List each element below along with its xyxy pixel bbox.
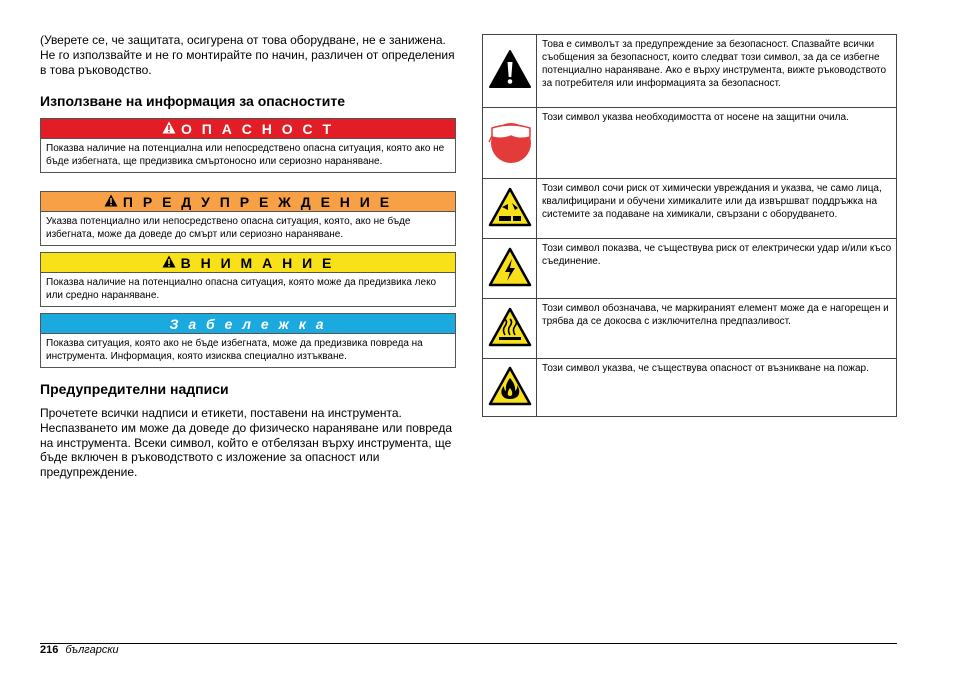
labels-paragraph: Прочетете всички надписи и етикети, поставени на инструмента. Неспазването им може да доведе до физическо нараняване или повреда на инструмента. Всеки символ, който е отбелязан върху инструмента, ще бъде включен в ръководството с изложение за опасност или предупреждение. bbox=[40, 406, 453, 480]
warning-triangle-icon bbox=[162, 121, 176, 137]
caution-label: В Н И М А Н И Е bbox=[180, 254, 335, 271]
symbol-text: Този символ указва необходимостта от носене на защитни очила. bbox=[537, 108, 897, 179]
warning-header bbox=[41, 192, 455, 212]
notice-text: Показва ситуация, която ако не бъде избегната, може да предизвика повреда на инструмента. Информация, която изисква специално изтъкване. bbox=[46, 338, 423, 362]
symbol-cell bbox=[483, 35, 537, 108]
safety-glasses-icon bbox=[487, 158, 533, 169]
intro-block bbox=[40, 33, 456, 78]
table-row bbox=[483, 299, 897, 359]
danger-box bbox=[40, 118, 456, 173]
symbol-cell bbox=[483, 239, 537, 299]
table-row bbox=[483, 239, 897, 299]
notice-box bbox=[40, 313, 456, 368]
symbol-cell bbox=[483, 179, 537, 239]
danger-header bbox=[41, 119, 455, 139]
general-warning-icon bbox=[488, 81, 532, 92]
section-heading-hazard-info: Използване на информация за опасностите bbox=[40, 93, 346, 109]
symbol-text: Този символ показва, че съществува риск от електрически удар и/или късо съединение. bbox=[537, 239, 897, 299]
table-row bbox=[483, 179, 897, 239]
notice-header bbox=[41, 314, 455, 334]
section-heading-labels: Предупредителни надписи bbox=[40, 381, 229, 397]
page-number: 216 bbox=[40, 644, 59, 656]
caution-header bbox=[41, 253, 455, 273]
caution-box bbox=[40, 252, 456, 307]
symbol-text: Този символ сочи риск от химически увреждания и указва, че само лица, квалифицирани и обучени химикалите или да извършват поддръжка на системите за подаване на химикали, свързани с оборудването. bbox=[537, 179, 897, 239]
warning-box bbox=[40, 191, 456, 246]
danger-label: О П А С Н О С Т bbox=[180, 120, 335, 137]
footer-language: български bbox=[65, 644, 119, 656]
symbol-text: Този символ обозначава, че маркираният елемент може да е нагорещен и трябва да се докосва с изключителна предпазливост. bbox=[537, 299, 897, 359]
symbol-text: Това е символът за предупреждение за безопасност. Спазвайте всички съобщения за безопасност, които следват този символ, за да се избегне потенциално нараняване. Ако е върху инструмента, вижте ръководството за потребителя или информацията за безопасност. bbox=[537, 35, 897, 108]
footer-divider bbox=[40, 643, 897, 644]
intro-paragraph: (Уверете се, че защитата, осигурена от това оборудване, не е занижена. Не го използвайте и не го монтирайте по начин, различен от определения в това ръководство. bbox=[40, 33, 455, 77]
chemical-hazard-icon bbox=[488, 219, 532, 230]
notice-label: З а б е л е ж к а bbox=[169, 315, 327, 332]
warning-text: Указва потенциално или непосредствено опасна ситуация, която, ако не бъде избегната, може да доведе до смърт или сериозно нараняване. bbox=[46, 216, 411, 240]
table-row bbox=[483, 108, 897, 179]
page-footer bbox=[40, 644, 119, 656]
symbol-text: Този символ указва, че съществува опасност от възникване на пожар. bbox=[537, 359, 897, 417]
warning-triangle-icon bbox=[104, 194, 118, 210]
symbols-table bbox=[482, 34, 897, 417]
danger-text: Показва наличие на потенциална или непосредствено опасна ситуация, която ако не бъде избегната, ще предизвика смъртоносно или сериозно нараняване. bbox=[46, 143, 445, 167]
hot-surface-icon bbox=[488, 339, 532, 350]
symbol-cell bbox=[483, 108, 537, 179]
table-row bbox=[483, 35, 897, 108]
table-row bbox=[483, 359, 897, 417]
warning-triangle-icon bbox=[162, 255, 176, 271]
symbol-cell bbox=[483, 359, 537, 417]
warning-label: П Р Е Д У П Р Е Ж Д Е Н И Е bbox=[122, 193, 393, 210]
symbol-cell bbox=[483, 299, 537, 359]
fire-hazard-icon bbox=[488, 398, 532, 409]
caution-text: Показва наличие на потенциално опасна ситуация, която може да предизвика леко или средно нараняване. bbox=[46, 277, 437, 301]
electric-shock-icon bbox=[488, 279, 532, 290]
